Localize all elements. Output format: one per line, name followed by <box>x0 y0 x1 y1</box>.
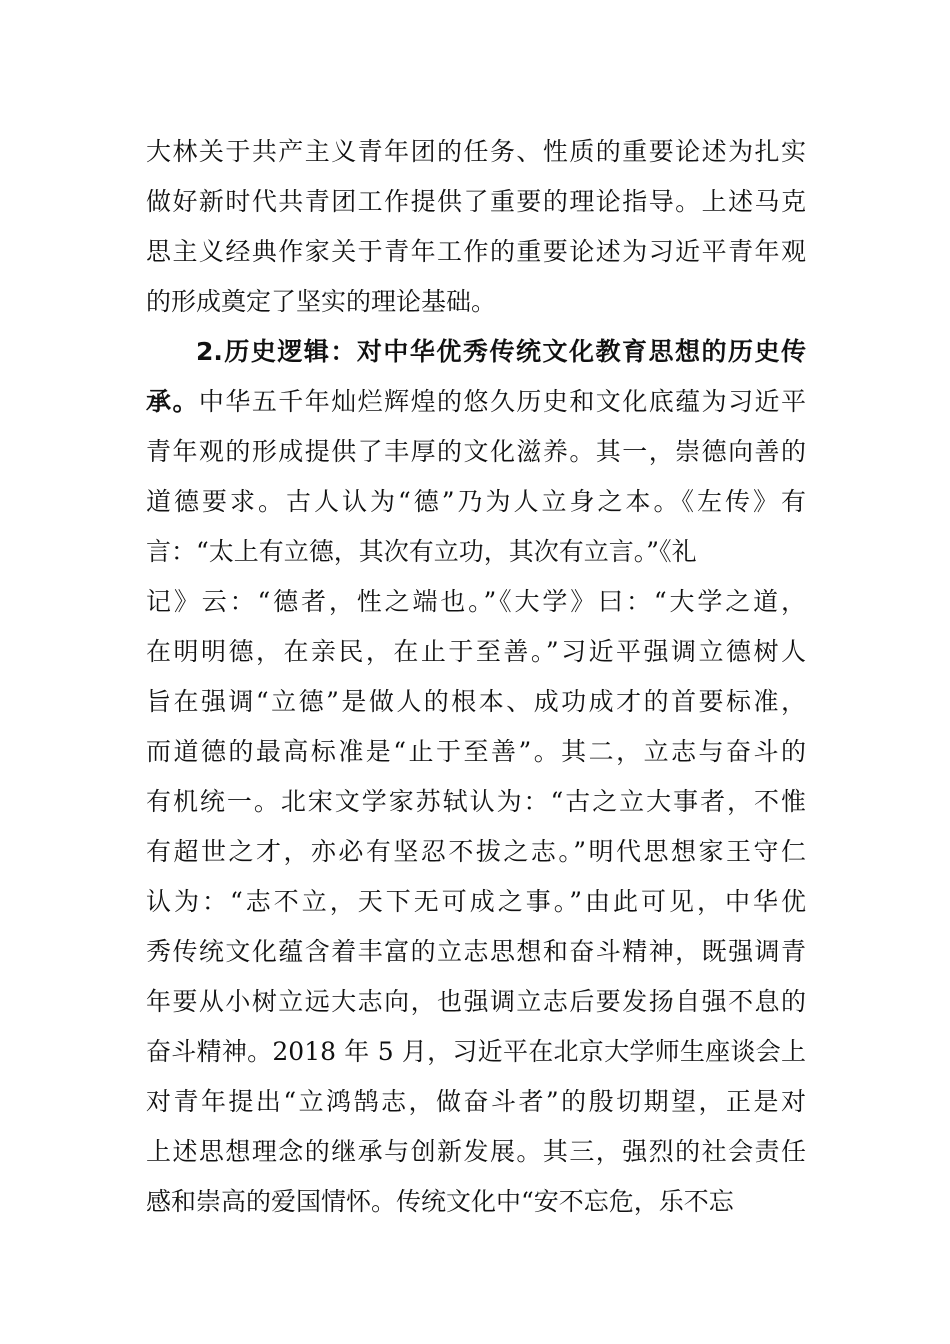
paragraph-line: 对青年提出“立鸿鹄志，做奋斗者”的殷切期望，正是对 <box>146 1087 806 1116</box>
paragraph-line: 有机统一。北宋文学家苏轼认为：“古之立大事者，不惟 <box>146 787 806 816</box>
paragraph-line: 言：“太上有立德，其次有立功，其次有立言。”《礼 <box>146 537 697 566</box>
paragraph-line: 的形成奠定了坚实的理论基础。 <box>146 287 497 316</box>
paragraph-line <box>146 382 806 422</box>
paragraph-line: 而道德的最高标准是“止于至善”。其二，立志与奋斗的 <box>146 737 806 766</box>
paragraph-line: 做好新时代共青团工作提供了重要的理论指导。上述马克 <box>146 187 806 216</box>
paragraph-line: 大林关于共产主义青年团的任务、性质的重要论述为扎实 <box>146 137 806 166</box>
section-heading-end: 承。 <box>146 387 199 416</box>
paragraph-line: 青年观的形成提供了丰厚的文化滋养。其一，崇德向善的 <box>146 437 806 466</box>
paragraph-line: 秀传统文化蕴含着丰富的立志思想和奋斗精神，既强调青 <box>146 937 806 966</box>
paragraph-line: 年要从小树立远大志向，也强调立志后要发扬自强不息的 <box>146 987 806 1016</box>
paragraph-line: 认为：“志不立，天下无可成之事。”由此可见，中华优 <box>146 887 806 916</box>
paragraph-line: 旨在强调“立德”是做人的根本、成功成才的首要标准， <box>146 687 806 716</box>
paragraph-line: 有超世之才，亦必有坚忍不拔之志。”明代思想家王守仁 <box>146 837 806 866</box>
paragraph-line: 感和崇高的爱国情怀。传统文化中“安不忘危，乐不忘 <box>146 1187 734 1216</box>
paragraph-line: 道德要求。古人认为“德”乃为人立身之本。《左传》有 <box>146 487 806 516</box>
paragraph-line: 思主义经典作家关于青年工作的重要论述为习近平青年观 <box>146 237 806 266</box>
paragraph-text: 中华五千年灿烂辉煌的悠久历史和文化底蕴为习近平 <box>198 387 806 416</box>
paragraph-line: 记》云：“德者，性之端也。”《大学》曰：“大学之道， <box>146 587 806 616</box>
paragraph-line: 上述思想理念的继承与创新发展。其三，强烈的社会责任 <box>146 1137 806 1166</box>
section-heading: 2.历史逻辑：对中华优秀传统文化教育思想的历史传 <box>196 337 806 366</box>
paragraph-line: 奋斗精神。2018 年 5 月，习近平在北京大学师生座谈会上 <box>146 1037 806 1066</box>
paragraph-line: 在明明德，在亲民，在止于至善。”习近平强调立德树人 <box>146 637 806 666</box>
